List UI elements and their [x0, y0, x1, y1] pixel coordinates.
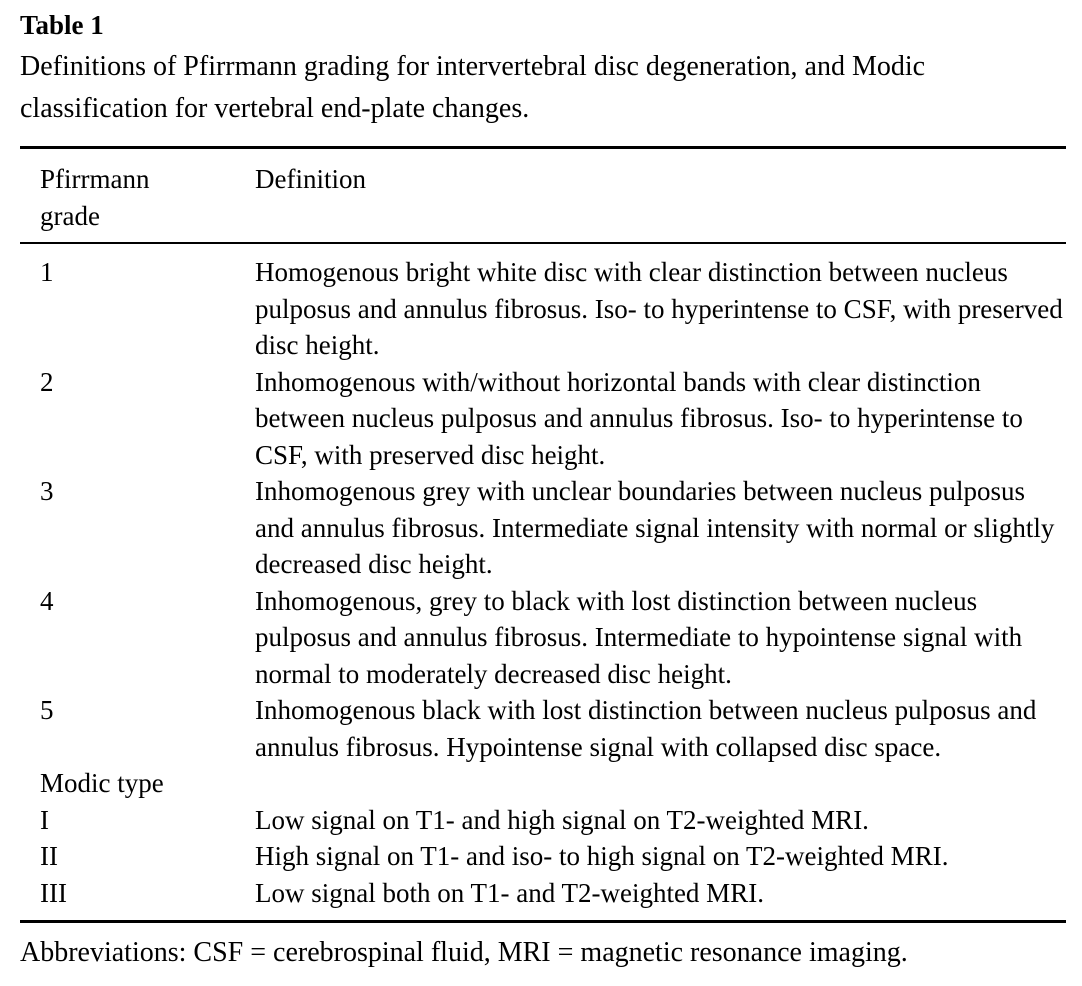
definition-cell: Inhomogenous black with lost distinction between nucleus pulposus and annulus fibrosus. Hypointense signal with collapsed disc space. [255, 695, 1037, 762]
definition-cell: Low signal on T1- and high signal on T2-weighted MRI. [255, 804, 869, 835]
grade-cell: 1 [40, 257, 54, 287]
table-label: Table 1 [20, 10, 104, 40]
column-header-definition: Definition [255, 148, 1066, 244]
table-row-grade-5 [20, 692, 1066, 765]
definition-cell: Inhomogenous with/without horizontal bands with clear distinction between nucleus pulposus and annulus fibrosus. Iso- to hyperintense to CSF, with preserved disc height. [255, 366, 1023, 470]
grade-cell: 2 [40, 366, 54, 397]
column-header-pfirrmann-grade [20, 148, 255, 244]
definition-cell: Homogenous bright white disc with clear distinction between nucleus pulposus and annulus fibrosus. Iso- to hyperintense to CSF, with preserved disc height. [255, 257, 1063, 360]
definition-cell [255, 765, 1066, 802]
table-row-modic-2 [20, 838, 1066, 875]
grade-cell: III [40, 877, 67, 908]
table-row-grade-4 [20, 583, 1066, 693]
abbreviations-footnote: Abbreviations: CSF = cerebrospinal fluid, MRI = magnetic resonance imaging. [20, 937, 908, 968]
grade-cell: 5 [40, 695, 54, 725]
grade-cell: I [40, 804, 49, 835]
table-row-modic-3 [20, 875, 1066, 922]
table-caption: Definitions of Pfirrmann grading for intervertebral disc degeneration, and Modic classification for vertebral end-plate changes. [20, 51, 926, 124]
definition-cell: Inhomogenous, grey to black with lost distinction between nucleus pulposus and annulus fibrosus. Intermediate to hypointense signal with normal to moderately decreased disc height. [255, 585, 1023, 689]
modic-type-label: Modic type [40, 768, 164, 798]
definition-cell: Low signal both on T1- and T2-weighted MRI. [255, 877, 764, 908]
table-row-modic-type-heading [20, 765, 1066, 802]
table-row-grade-2 [20, 364, 1066, 474]
table-row-modic-1 [20, 802, 1066, 839]
pfirrmann-modic-table [20, 146, 1066, 923]
table-header-row [20, 148, 1066, 244]
table-body [20, 243, 1066, 922]
table-row-grade-3 [20, 473, 1066, 583]
definition-cell: High signal on T1- and iso- to high signal on T2-weighted MRI. [255, 841, 949, 871]
grade-cell: II [40, 841, 58, 871]
column-header-pfirrmann-grade-label: Pfirrmann grade [40, 164, 150, 231]
definition-cell: Inhomogenous grey with unclear boundaries between nucleus pulposus and annulus fibrosus. Intermediate signal intensity with normal or slightly decreased disc height. [255, 476, 1055, 579]
grade-cell: 3 [40, 476, 54, 506]
grade-cell: 4 [40, 585, 54, 616]
table-row-grade-1 [20, 243, 1066, 364]
